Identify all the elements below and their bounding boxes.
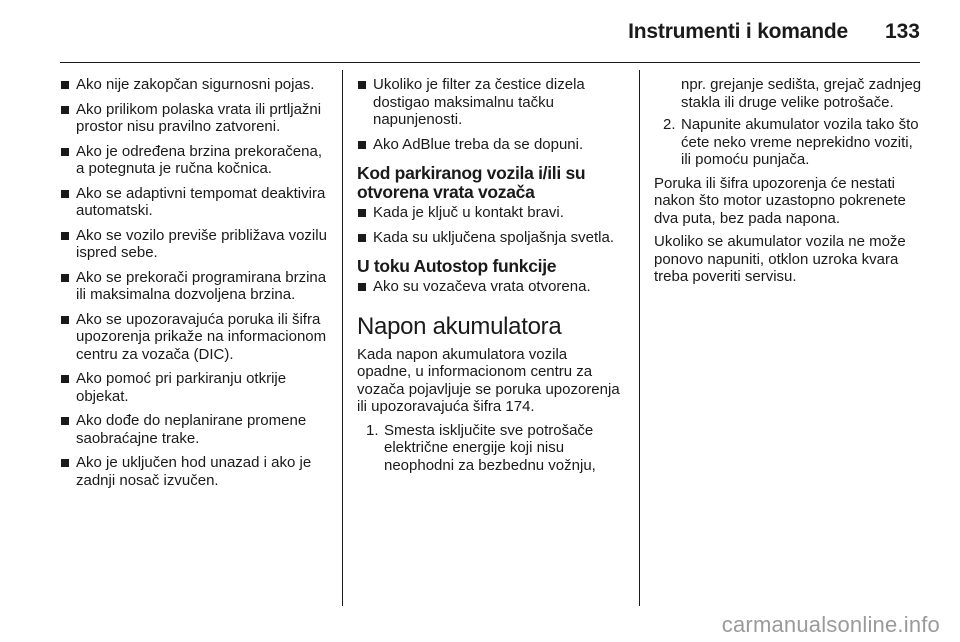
square-bullet-icon <box>61 106 69 114</box>
list-item <box>357 422 625 475</box>
page-title: Instrumenti i komande <box>628 20 848 43</box>
step-number: 1. <box>366 421 379 439</box>
section-title-battery-voltage: Napon akumulatora <box>357 312 562 340</box>
battery-voltage-intro: Kada napon akumulatora vozila opadne, u informacionom centru za vozača pojavljuje se poruka upozorenja ili upozoravajuća šifra 174. <box>357 345 620 415</box>
paragraph-service-advice: Ukoliko se akumulator vozila ne može ponovo napuniti, otklon uzroka kvara treba poveriti servisu. <box>654 233 906 285</box>
square-bullet-icon <box>61 274 69 282</box>
step-number: 2. <box>663 116 676 133</box>
square-bullet-icon <box>61 459 69 467</box>
page-header <box>0 0 960 62</box>
column-divider-left <box>342 70 343 606</box>
header-divider <box>60 62 920 63</box>
list-item: Ako nije zakopčan sigurnosni pojas. <box>60 76 332 94</box>
list-item <box>654 76 926 111</box>
square-bullet-icon <box>61 148 69 156</box>
square-bullet-icon <box>61 375 69 383</box>
list-item: Ako prilikom polaska vrata ili prtljažni prostor nisu pravilno zatvoreni. <box>60 101 332 136</box>
square-bullet-icon <box>358 209 366 217</box>
list-item: Kada je ključ u kontakt bravi. <box>357 204 625 222</box>
column-divider-right <box>639 70 640 606</box>
step-text: Napunite akumulator vozila tako što ćete neko vreme neprekidno voziti, ili pomoću punjača. <box>681 116 919 168</box>
column-3 <box>654 76 926 292</box>
list-item: Ukoliko je filter za čestice dizela dostigao maksimalnu tačku napunjenosti. <box>357 76 625 129</box>
square-bullet-icon <box>61 81 69 89</box>
list-item: Ako je određena brzina prekoračena, a potegnuta je ručna kočnica. <box>60 143 332 178</box>
step-text: npr. grejanje sedišta, grejač zadnjeg stakla ili druge velike potrošače. <box>681 76 922 111</box>
square-bullet-icon <box>61 417 69 425</box>
list-item: Ako AdBlue treba da se dopuni. <box>357 136 625 154</box>
step-text: Smesta isključite sve potrošače električne energije koji nisu neophodni za bezbednu vožnju, <box>384 421 596 474</box>
square-bullet-icon <box>61 316 69 324</box>
square-bullet-icon <box>358 141 366 149</box>
list-item: Ako se vozilo previše približava vozilu ispred sebe. <box>60 227 332 262</box>
square-bullet-icon <box>358 234 366 242</box>
list-item: Ako se adaptivni tempomat deaktivira automatski. <box>60 185 332 220</box>
watermark: carmanualsonline.info <box>721 612 940 637</box>
dpf-adblue-list <box>357 76 625 153</box>
list-item: Ako se upozoravajuća poruka ili šifra upozorenja prikaže na informacionom centru za vozača (DIC). <box>60 311 332 364</box>
paragraph-warning-clears: Poruka ili šifra upozorenja će nestati nakon što motor uzastopno pokrenete dva puta, bez pada napona. <box>654 174 906 227</box>
page-number: 133 <box>884 20 920 43</box>
square-bullet-icon <box>358 283 366 291</box>
list-item: Ako su vozačeva vrata otvorena. <box>357 278 625 296</box>
square-bullet-icon <box>61 232 69 240</box>
list-item: Ako dođe do neplanirane promene saobraćajne trake. <box>60 412 332 447</box>
warning-conditions-list <box>60 76 332 489</box>
battery-steps-list <box>357 422 625 475</box>
autostop-list <box>357 278 625 296</box>
list-item: Kada su uključena spoljašnja svetla. <box>357 229 625 247</box>
list-item: Ako je uključen hod unazad i ako je zadnji nosač izvučen. <box>60 454 332 489</box>
heading-autostop: U toku Autostop funkcije <box>357 256 557 276</box>
heading-parked-vehicle: Kod parkiranog vozila i/ili su otvorena vrata vozača <box>357 163 586 202</box>
column-2 <box>357 76 625 480</box>
square-bullet-icon <box>358 81 366 89</box>
battery-steps-list-continued <box>654 76 926 169</box>
parked-vehicle-list <box>357 204 625 246</box>
list-item: Ako pomoć pri parkiranju otkrije objekat. <box>60 370 332 405</box>
square-bullet-icon <box>61 190 69 198</box>
column-1 <box>60 76 332 496</box>
list-item: Ako se prekorači programirana brzina ili maksimalna dozvoljena brzina. <box>60 269 332 304</box>
list-item <box>654 116 926 169</box>
